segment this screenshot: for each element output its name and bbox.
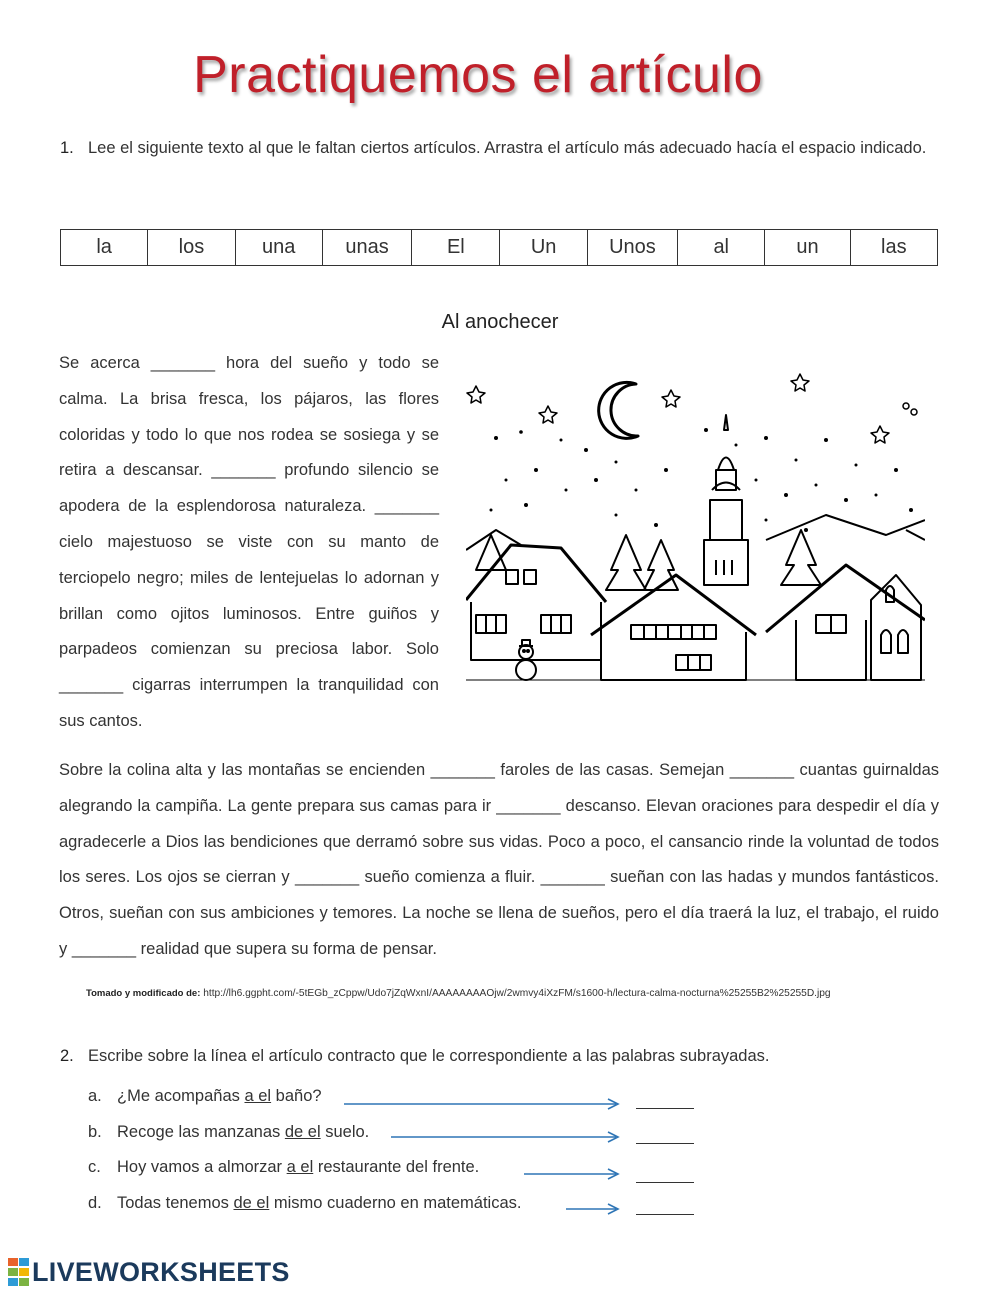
item-letter: a. xyxy=(88,1087,102,1105)
arrow-right-icon xyxy=(391,1130,622,1144)
question-2-number: 2. xyxy=(60,1047,74,1065)
word-bank-item[interactable]: El xyxy=(412,230,500,266)
word-bank-item[interactable]: una xyxy=(235,230,322,266)
item-sentence: Recoge las manzanas de el suelo. xyxy=(117,1123,370,1141)
answer-blank-d[interactable] xyxy=(636,1214,694,1215)
underlined-words: a el xyxy=(244,1087,272,1105)
story-paragraph-2: Sobre la colina alta y las montañas se encienden _______ faroles de las casas. Semejan _______ cuantas guirnaldas alegrando la campiña. La gente prepara sus camas para ir _______ descanso. Elevan oraciones para despedir el día y agradecerle a Dios las bendiciones que derramó sobre sus vidas. Poco a poco, el cansancio rinde la voluntad de todos los seres. Los ojos se cierran y _______ sueño comienza a fluir. _______ sueñan con las hadas y mundos fantásticos. Otros, sueñan con sus ambiciones y temores. La noche se llena de sueños, pero el día traerá la luz, el trabajo, el ruido y _______ realidad que supera su forma de pensar. xyxy=(59,761,939,958)
underlined-words: a el xyxy=(286,1158,314,1176)
word-bank-item[interactable]: unas xyxy=(322,230,411,266)
star-icon xyxy=(467,374,917,443)
arrow-right-icon xyxy=(524,1167,622,1181)
word-bank-item[interactable]: los xyxy=(148,230,235,266)
worksheet-title: Practiquemos el artículo xyxy=(193,46,763,104)
item-sentence: Todas tenemos de el mismo cuaderno en matemáticas. xyxy=(117,1194,522,1212)
word-bank-item[interactable]: un xyxy=(765,230,850,266)
item-letter: d. xyxy=(88,1194,102,1212)
item-sentence: Hoy vamos a almorzar a el restaurante del frente. xyxy=(117,1158,480,1176)
item-letter: b. xyxy=(88,1123,102,1141)
word-bank-item[interactable]: Un xyxy=(500,230,587,266)
liveworksheets-logo-icon xyxy=(8,1257,30,1287)
word-bank-item[interactable]: al xyxy=(678,230,765,266)
question-1-number: 1. xyxy=(60,139,74,157)
night-village-illustration xyxy=(466,370,925,692)
word-bank-item[interactable]: las xyxy=(850,230,937,266)
answer-blank-b[interactable] xyxy=(636,1143,694,1144)
house-right xyxy=(766,565,925,680)
footer-brand[interactable]: LIVEWORKSHEETS xyxy=(32,1257,290,1287)
arrow-right-icon xyxy=(566,1202,622,1216)
question-1-text: Lee el siguiente texto al que le faltan ciertos artículos. Arrastra el artículo más adecuado hacía el espacio indicado. xyxy=(88,139,927,157)
source-url: http://lh6.ggpht.com/-5tEGb_zCppw/Udo7jZqWxnI/AAAAAAAAOjw/2wmvy4iXzFM/s1600-h/lectura-calma-nocturna%25255B2%25255D.jpg xyxy=(203,988,831,999)
word-bank-item[interactable]: Unos xyxy=(587,230,677,266)
house-left xyxy=(466,545,606,660)
source-label: Tomado y modificado de: xyxy=(86,988,201,999)
underlined-words: de el xyxy=(233,1194,270,1212)
answer-blank-a[interactable] xyxy=(636,1108,694,1109)
story-paragraph-1: Se acerca _______ hora del sueño y todo se calma. La brisa fresca, los pájaros, las flores coloridas y todo lo que nos rodea se sosiega y se retira a descansar. _______ profundo silencio se apodera de la esplendorosa naturaleza. _______ cielo majestuoso se viste con su manto de terciopelo negro; miles de lentejuelas lo adornan y brillan como ojitos luminosos. Entre guiños y parpadeos comienzan su preciosa labor. Solo _______ cigarras interrumpen la tranquilidad con sus cantos. xyxy=(59,354,439,730)
snow-dots xyxy=(490,428,914,532)
crescent-moon-icon xyxy=(599,382,638,438)
story-title: Al anochecer xyxy=(441,311,559,333)
hills xyxy=(466,515,925,550)
word-bank-item[interactable]: la xyxy=(61,230,148,266)
question-2-text: Escribe sobre la línea el artículo contracto que le correspondiente a las palabras subrayadas. xyxy=(88,1047,770,1065)
item-letter: c. xyxy=(88,1158,101,1176)
word-bank xyxy=(60,229,938,266)
item-sentence: ¿Me acompañas a el baño? xyxy=(117,1087,322,1105)
arrow-right-icon xyxy=(344,1097,622,1111)
source-citation xyxy=(86,988,938,999)
church-tower xyxy=(704,415,748,585)
answer-blank-c[interactable] xyxy=(636,1182,694,1183)
underlined-words: de el xyxy=(284,1123,321,1141)
